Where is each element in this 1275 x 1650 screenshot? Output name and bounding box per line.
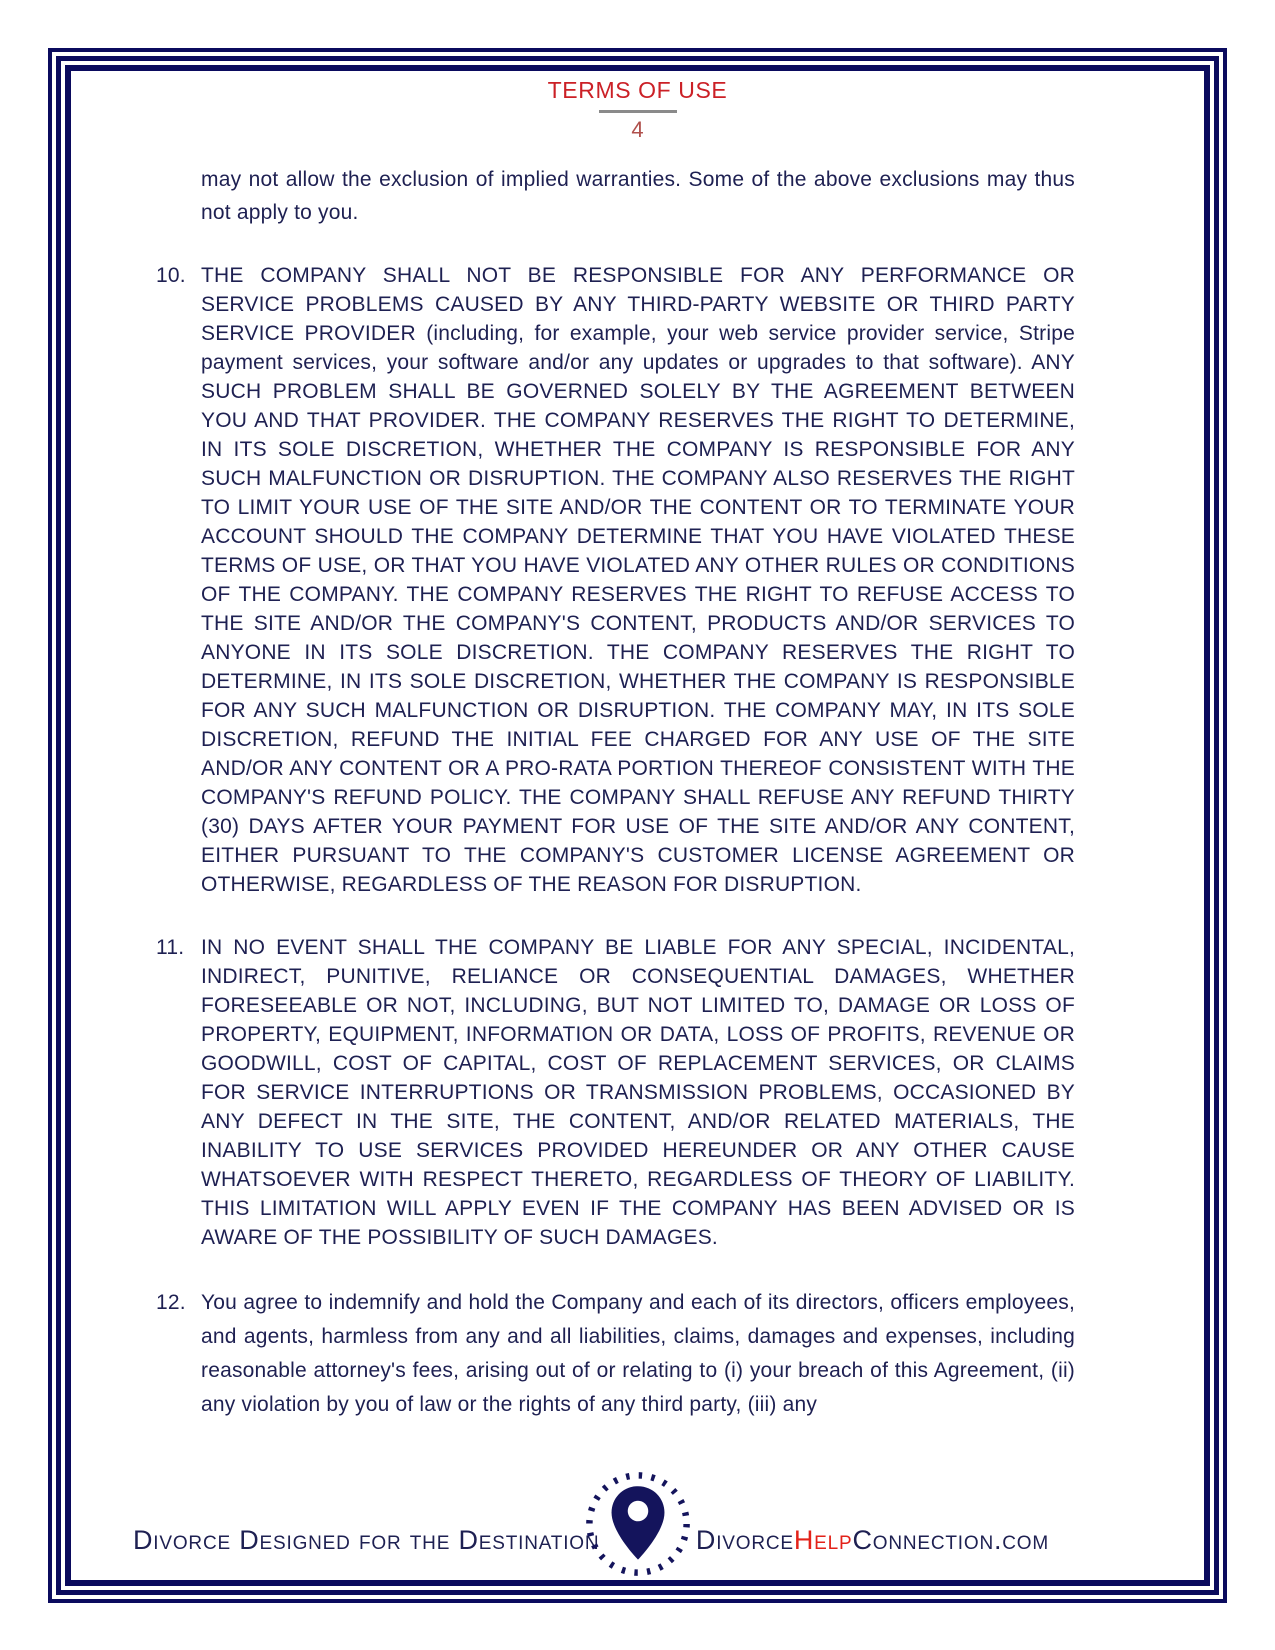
- location-pin-icon: [584, 1470, 692, 1578]
- page-title: TERMS OF USE: [547, 77, 728, 103]
- document-footer: [71, 1455, 1204, 1580]
- terms-body: [71, 163, 1204, 1422]
- page-border-frame-middle: [56, 56, 1219, 1595]
- item-text: IN NO EVENT SHALL THE COMPANY BE LIABLE FOR ANY SPECIAL, INCIDENTAL, INDIRECT, PUNITIVE, RELIANCE OR CONSEQUENTIAL DAMAGES, WHETHER FORESEEABLE OR NOT, INCLUDING, BUT NOT LIMITED TO, DAMAGE OR LOSS OF PROPERTY, EQUIPMENT, INFORMATION OR DATA, LOSS OF PROFITS, REVENUE OR GOODWILL, COST OF CAPITAL, COST OF REPLACEMENT SERVICES, OR CLAIMS FOR SERVICE INTERRUPTIONS OR TRANSMISSION PROBLEMS, OCCASIONED BY ANY DEFECT IN THE SITE, THE CONTENT, AND/OR RELATED MATERIALS, THE INABILITY TO USE SERVICES PROVIDED HEREUNDER OR ANY OTHER CAUSE WHATSOEVER WITH RESPECT THERETO, REGARDLESS OF THEORY OF LIABILITY. THIS LIMITATION WILL APPLY EVEN IF THE COMPANY HAS BEEN ADVISED OR IS AWARE OF THE POSSIBILITY OF SUCH DAMAGES.: [201, 936, 1075, 1249]
- title-divider: [599, 110, 677, 113]
- domain-part-divorce: Divorce: [695, 1525, 794, 1555]
- item-number: 11.: [156, 936, 185, 959]
- page-border-frame-inner: [65, 65, 1210, 1586]
- item-number: 10.: [156, 264, 186, 287]
- page-border-frame: [48, 48, 1227, 1603]
- document-header: [71, 77, 1204, 143]
- footer-tagline: Divorce Designed for the Destination: [133, 1525, 600, 1555]
- page-number: 4: [631, 117, 644, 142]
- domain-part-connection: Connection.com: [852, 1525, 1049, 1555]
- domain-part-help: Help: [793, 1525, 853, 1555]
- intro-paragraph: may not allow the exclusion of implied warranties. Some of the above exclusions may thus not apply to you.: [201, 168, 1075, 224]
- footer-domain: [696, 1525, 1049, 1556]
- item-text: You agree to indemnify and hold the Company and each of its directors, officers employees, and agents, harmless from any and all liabilities, claims, damages and expenses, including reasonable attorney's fees, arising out of or relating to (i) your breach of this Agreement, (ii) any violation by you of law or the rights of any third party, (iii) any: [201, 1291, 1075, 1416]
- item-text: THE COMPANY SHALL NOT BE RESPONSIBLE FOR ANY PERFORMANCE OR SERVICE PROBLEMS CAUSED BY ANY THIRD-PARTY WEBSITE OR THIRD PARTY SERVICE PROVIDER (including, for example, your web service provider service, Stripe payment services, your software and/or any updates or upgrades to that software). ANY SUCH PROBLEM SHALL BE GOVERNED SOLELY BY THE AGREEMENT BETWEEN YOU AND THAT PROVIDER. THE COMPANY RESERVES THE RIGHT TO DETERMINE, IN ITS SOLE DISCRETION, WHETHER THE COMPANY IS RESPONSIBLE FOR ANY SUCH MALFUNCTION OR DISRUPTION. THE COMPANY ALSO RESERVES THE RIGHT TO LIMIT YOUR USE OF THE SITE AND/OR THE CONTENT OR TO TERMINATE YOUR ACCOUNT SHOULD THE COMPANY DETERMINE THAT YOU HAVE VIOLATED THESE TERMS OF USE, OR THAT YOU HAVE VIOLATED ANY OTHER RULES OR CONDITIONS OF THE COMPANY. THE COMPANY RESERVES THE RIGHT TO REFUSE ACCESS TO THE SITE AND/OR THE COMPANY'S CONTENT, PRODUCTS AND/OR SERVICES TO ANYONE IN ITS SOLE DISCRETION. THE COMPANY RESERVES THE RIGHT TO DETERMINE, IN ITS SOLE DISCRETION, WHETHER THE COMPANY IS RESPONSIBLE FOR ANY SUCH MALFUNCTION OR DISRUPTION. THE COMPANY MAY, IN ITS SOLE DISCRETION, REFUND THE INITIAL FEE CHARGED FOR ANY USE OF THE SITE AND/OR ANY CONTENT OR A PRO-RATA PORTION THEREOF CONSISTENT WITH THE COMPANY'S REFUND POLICY. THE COMPANY SHALL REFUSE ANY REFUND THIRTY (30) DAYS AFTER YOUR PAYMENT FOR USE OF THE SITE AND/OR ANY CONTENT, EITHER PURSUANT TO THE COMPANY'S CUSTOMER LICENSE AGREEMENT OR OTHERWISE, REGARDLESS OF THE REASON FOR DISRUPTION.: [201, 264, 1075, 896]
- list-item-12: [156, 1286, 1075, 1422]
- item-number: 12.: [156, 1291, 186, 1314]
- list-item-10: [156, 261, 1075, 899]
- list-item-11: [156, 933, 1075, 1252]
